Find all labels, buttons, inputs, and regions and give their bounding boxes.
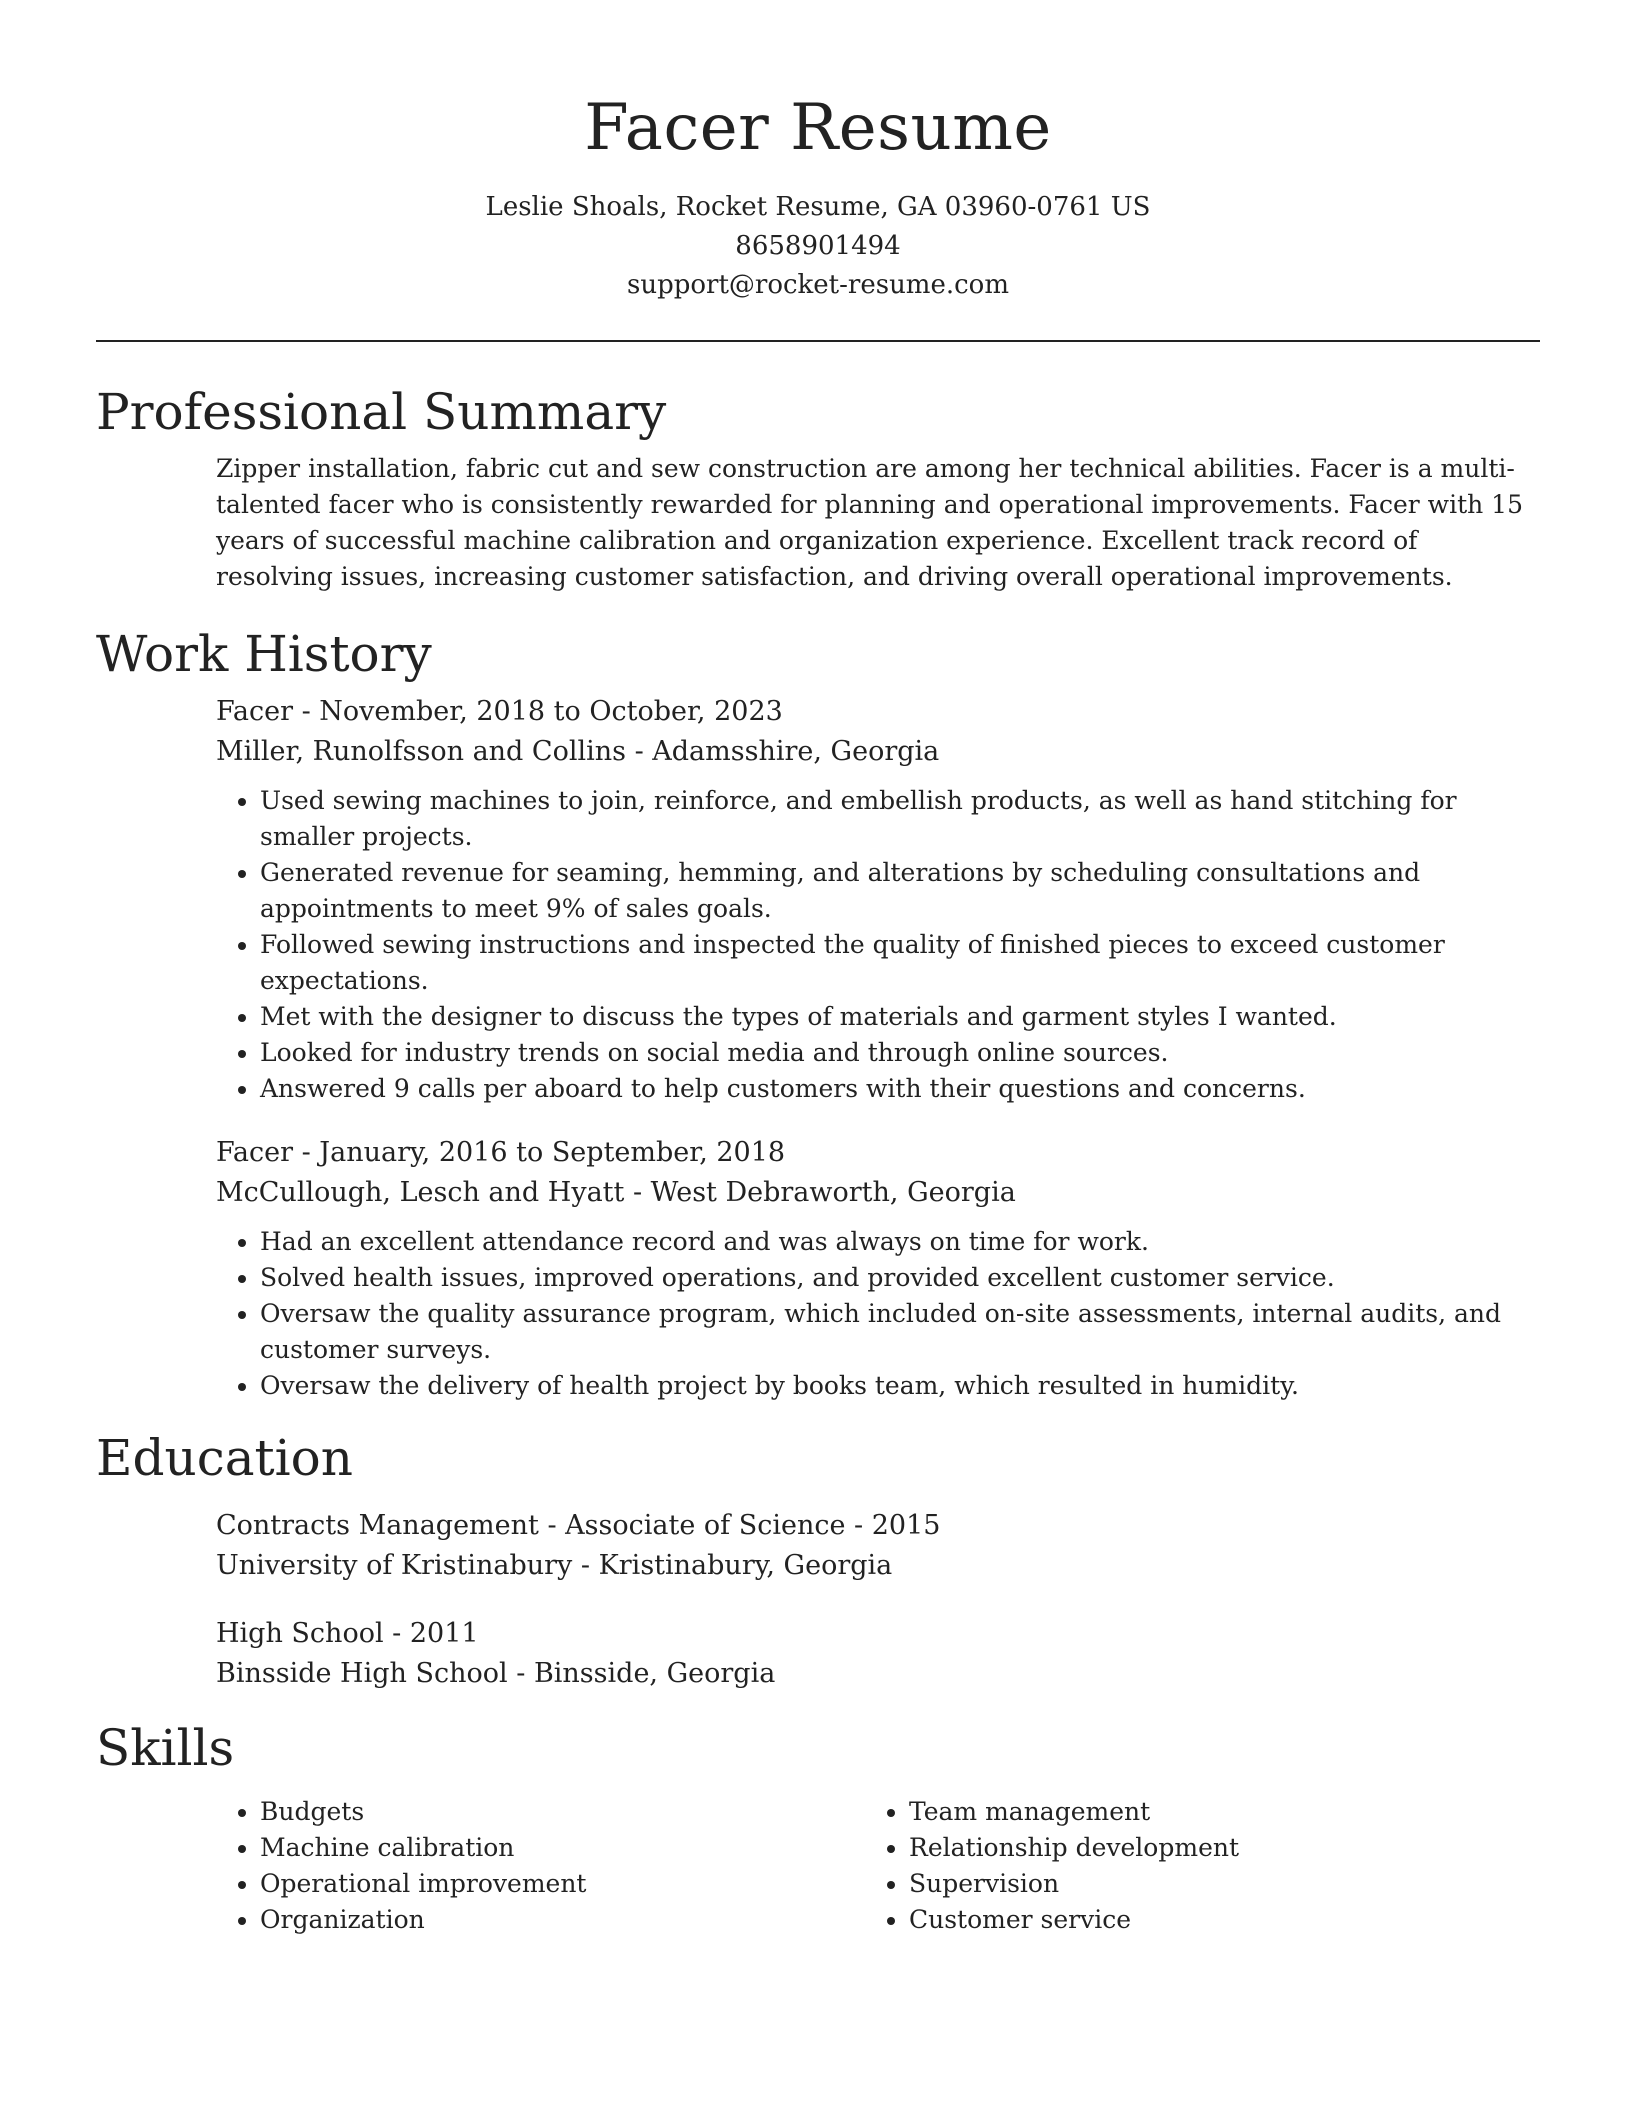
education-school: University of Kristinabury bbox=[216, 1550, 573, 1581]
education-degree: Contracts Management - Associate of Science bbox=[216, 1510, 846, 1541]
education-entry bbox=[216, 1614, 1540, 1694]
job-duty: • Used sewing machines to join, reinforce, and embellish products, as well as hand stitching for smaller projects. bbox=[260, 783, 1540, 855]
job-duty: • Followed sewing instructions and inspected the quality of finished pieces to exceed customer expectations. bbox=[260, 927, 1540, 999]
contact-email: support@rocket-resume.com bbox=[626, 270, 1009, 300]
summary-heading: Professional Summary bbox=[96, 383, 667, 441]
job-company: Miller, Runolfsson and Collins bbox=[216, 736, 626, 767]
education-entry bbox=[216, 1506, 1540, 1586]
summary-text: Zipper installation, fabric cut and sew construction are among her technical abilities. Facer is a multi-talented facer who is consistently rewarded for planning and operational improvements. Facer with 15 years of successful machine calibration and organization experience. Excellent track record of resolving issues, increasing customer satisfaction, and driving overall operational improvements. bbox=[216, 454, 1523, 591]
education-location: - Binsside, Georgia bbox=[507, 1658, 776, 1689]
education-heading: Education bbox=[96, 1429, 353, 1487]
skill-item: • Machine calibration bbox=[260, 1830, 865, 1866]
education-year: - 2015 bbox=[845, 1510, 941, 1541]
education-degree-line bbox=[216, 1614, 1540, 1654]
education-year: - 2011 bbox=[383, 1618, 479, 1649]
job-duty: • Oversaw the quality assurance program, which included on-site assessments, internal audits, and customer surveys. bbox=[260, 1296, 1540, 1368]
job-employer-line bbox=[216, 1173, 1540, 1213]
education-school: Binsside High School bbox=[216, 1658, 508, 1689]
job-duty: • Looked for industry trends on social media and through online sources. bbox=[260, 1035, 1540, 1071]
skill-item: • Operational improvement bbox=[260, 1866, 865, 1902]
resume-title: Facer Resume bbox=[584, 91, 1052, 165]
job-duty: • Had an excellent attendance record and was always on time for work. bbox=[260, 1224, 1540, 1260]
header-divider bbox=[96, 340, 1540, 342]
education-degree: High School bbox=[216, 1618, 384, 1649]
job-duties-list bbox=[216, 783, 1540, 1107]
skill-item: • Customer service bbox=[909, 1902, 1514, 1938]
resume-page bbox=[96, 0, 1540, 1938]
education-school-line bbox=[216, 1546, 1540, 1586]
job-location: - West Debraworth, Georgia bbox=[624, 1177, 1016, 1208]
job-duty: • Answered 9 calls per aboard to help customers with their questions and concerns. bbox=[260, 1071, 1540, 1107]
job-entry bbox=[216, 692, 1540, 1107]
skill-item: • Budgets bbox=[260, 1794, 865, 1830]
job-duty: • Generated revenue for seaming, hemming, and alterations by scheduling consultations and appointments to meet 9% of sales goals. bbox=[260, 855, 1540, 927]
job-company: McCullough, Lesch and Hyatt bbox=[216, 1177, 625, 1208]
skill-item: • Supervision bbox=[909, 1866, 1514, 1902]
job-duty: • Met with the designer to discuss the types of materials and garment styles I wanted. bbox=[260, 999, 1540, 1035]
job-duties-list bbox=[216, 1224, 1540, 1404]
contact-block bbox=[96, 188, 1540, 305]
job-entry bbox=[216, 1133, 1540, 1404]
contact-address: Leslie Shoals, Rocket Resume, GA 03960-0761 US bbox=[485, 192, 1151, 222]
work-history-heading: Work History bbox=[96, 625, 432, 683]
education-degree-line bbox=[216, 1506, 1540, 1546]
skill-item: • Organization bbox=[260, 1902, 865, 1938]
job-duty: • Solved health issues, improved operations, and provided excellent customer service. bbox=[260, 1260, 1540, 1296]
skills-columns bbox=[216, 1794, 1540, 1938]
job-title-dates: Facer - January, 2016 to September, 2018 bbox=[216, 1137, 786, 1168]
skill-item: • Team management bbox=[909, 1794, 1514, 1830]
skills-list-left bbox=[216, 1794, 865, 1938]
skills-list-right bbox=[865, 1794, 1514, 1938]
job-location: - Adamsshire, Georgia bbox=[625, 736, 940, 767]
education-location: - Kristinabury, Georgia bbox=[572, 1550, 893, 1581]
job-employer-line bbox=[216, 732, 1540, 772]
education-school-line bbox=[216, 1654, 1540, 1694]
skills-heading: Skills bbox=[96, 1719, 235, 1777]
job-duty: • Oversaw the delivery of health project by books team, which resulted in humidity. bbox=[260, 1368, 1540, 1404]
job-title-dates: Facer - November, 2018 to October, 2023 bbox=[216, 696, 783, 727]
skill-item: • Relationship development bbox=[909, 1830, 1514, 1866]
contact-phone: 8658901494 bbox=[735, 231, 901, 261]
